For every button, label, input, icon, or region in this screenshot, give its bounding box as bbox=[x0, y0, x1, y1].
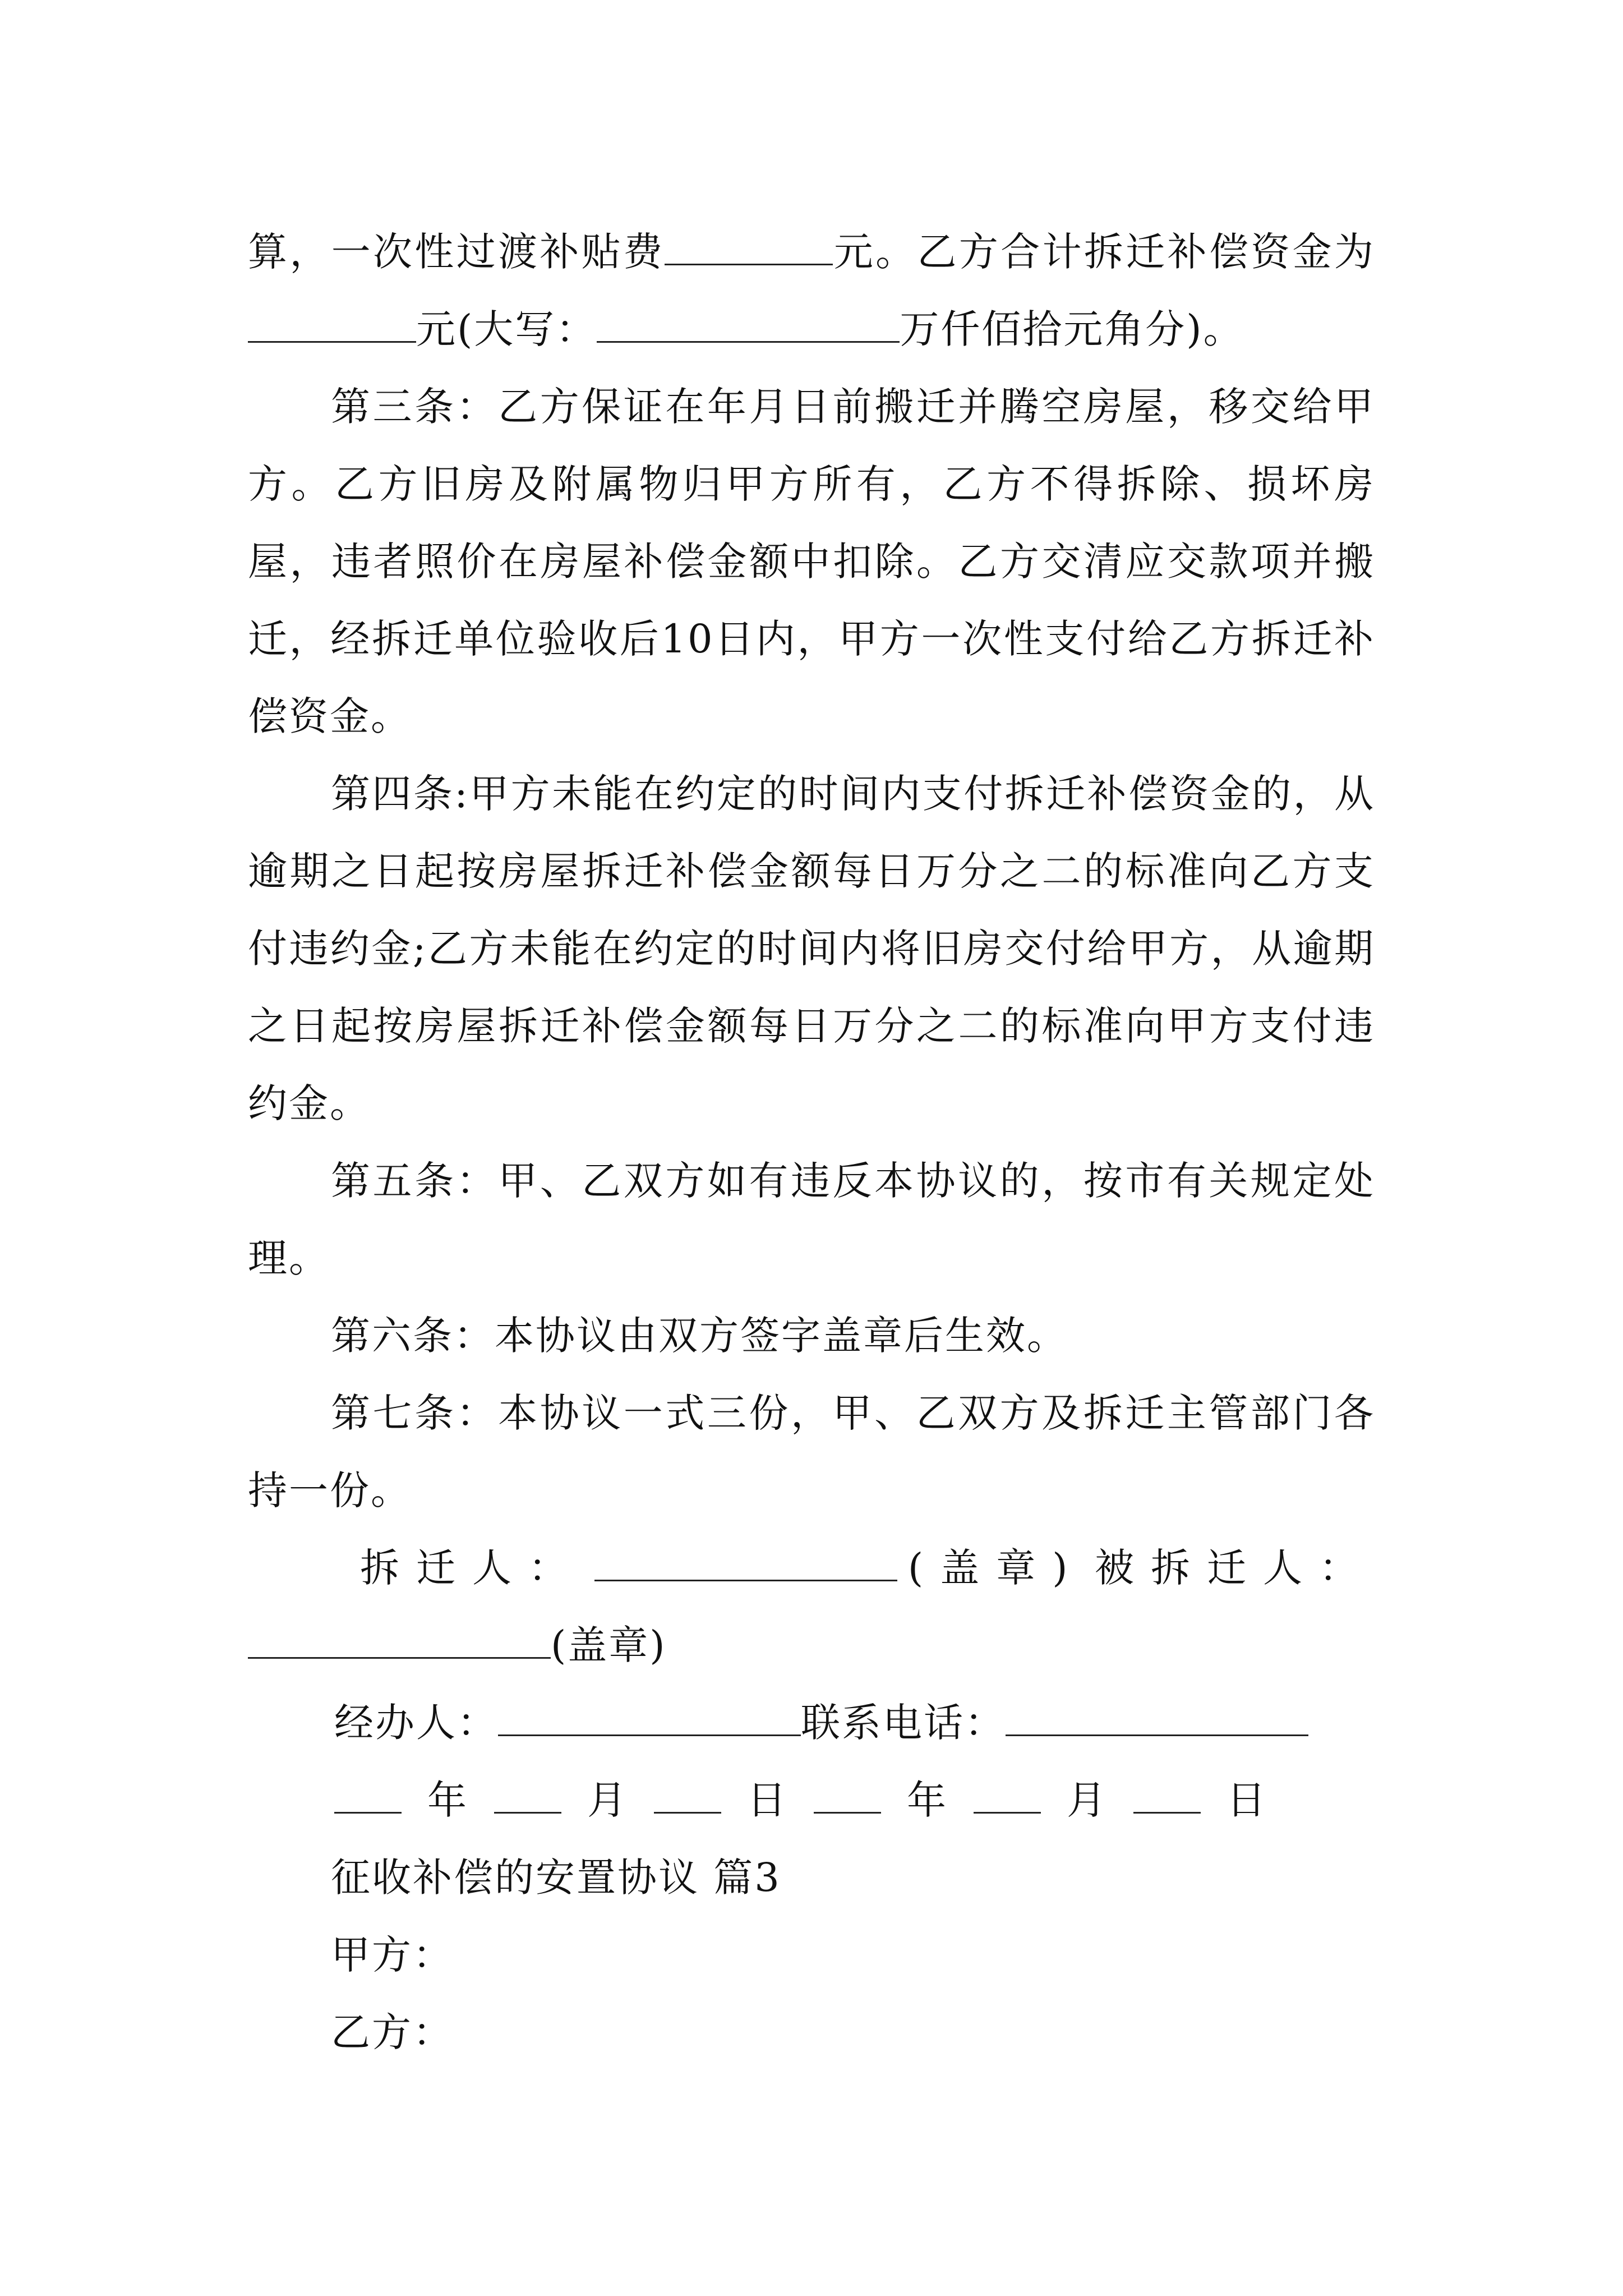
blank-line bbox=[248, 307, 416, 343]
day-label: 日 bbox=[747, 1777, 788, 1823]
contact-row bbox=[248, 1684, 1375, 1761]
handler-blank bbox=[498, 1701, 801, 1736]
demolisher-label: 拆迁人： bbox=[360, 1545, 584, 1591]
text-fragment: 元。乙方合计拆迁补偿资金为 bbox=[833, 229, 1376, 275]
article-7: 第七条：本协议一式三份，甲、乙双方及拆迁主管部门各持一份。 bbox=[248, 1390, 1375, 1513]
month-label: 月 bbox=[587, 1777, 628, 1823]
blank-line bbox=[597, 307, 900, 343]
blank-line bbox=[665, 230, 833, 265]
text-fragment: 万仟佰拾元角分)。 bbox=[900, 306, 1244, 352]
article-4: 第四条:甲方未能在约定的时间内支付拆迁补偿资金的，从逾期之日起按房屋拆迁补偿金额每日万分之二的标准向乙方支付违约金;乙方未能在约定的时间内将旧房交付给甲方，从逾期之日起按房屋拆迁补偿金额每日万分之二的标准向甲方支付违约金。 bbox=[248, 771, 1375, 1126]
signature-row bbox=[248, 1529, 1375, 1607]
seal-label: (盖章) bbox=[551, 1622, 667, 1668]
day-blank bbox=[654, 1778, 721, 1814]
day-blank bbox=[1133, 1778, 1201, 1814]
demolished-blank bbox=[248, 1623, 551, 1659]
party-b-label: 乙方： bbox=[331, 2009, 454, 2055]
text-fragment: 元(大写： bbox=[416, 306, 597, 352]
document-body bbox=[248, 213, 1375, 2071]
signature-row-2 bbox=[248, 1607, 1375, 1684]
seal-label: (盖章) bbox=[907, 1545, 1085, 1591]
year-blank bbox=[814, 1778, 881, 1814]
year-blank bbox=[334, 1778, 402, 1814]
month-blank bbox=[974, 1778, 1041, 1814]
day-label: 日 bbox=[1227, 1777, 1267, 1823]
year-label: 年 bbox=[427, 1777, 468, 1823]
demolisher-blank bbox=[594, 1546, 897, 1581]
handler-label: 经办人： bbox=[334, 1700, 498, 1746]
compensation-paragraph bbox=[248, 213, 1375, 368]
month-blank bbox=[494, 1778, 561, 1814]
phone-blank bbox=[1006, 1701, 1308, 1736]
article-3: 第三条：乙方保证在年月日前搬迁并腾空房屋，移交给甲方。乙方旧房及附属物归甲方所有，乙方不得拆除、损坏房屋，违者照价在房屋补偿金额中扣除。乙方交清应交款项并搬迁，经拆迁单位验收后10日内，甲方一次性支付给乙方拆迁补偿资金。 bbox=[248, 384, 1375, 739]
year-label: 年 bbox=[907, 1777, 948, 1823]
party-a-label: 甲方： bbox=[331, 1932, 454, 1978]
text-fragment: 算，一次性过渡补贴费 bbox=[248, 229, 665, 275]
section-title: 征收补偿的安置协议 篇3 bbox=[331, 1855, 781, 1901]
demolished-label: 被拆迁人： bbox=[1094, 1545, 1375, 1591]
article-6: 第六条：本协议由双方签字盖章后生效。 bbox=[331, 1313, 1068, 1359]
phone-label: 联系电话： bbox=[801, 1700, 1006, 1746]
article-5: 第五条：甲、乙双方如有违反本协议的，按市有关规定处理。 bbox=[248, 1158, 1375, 1281]
month-label: 月 bbox=[1067, 1777, 1108, 1823]
date-row bbox=[248, 1761, 1375, 1839]
